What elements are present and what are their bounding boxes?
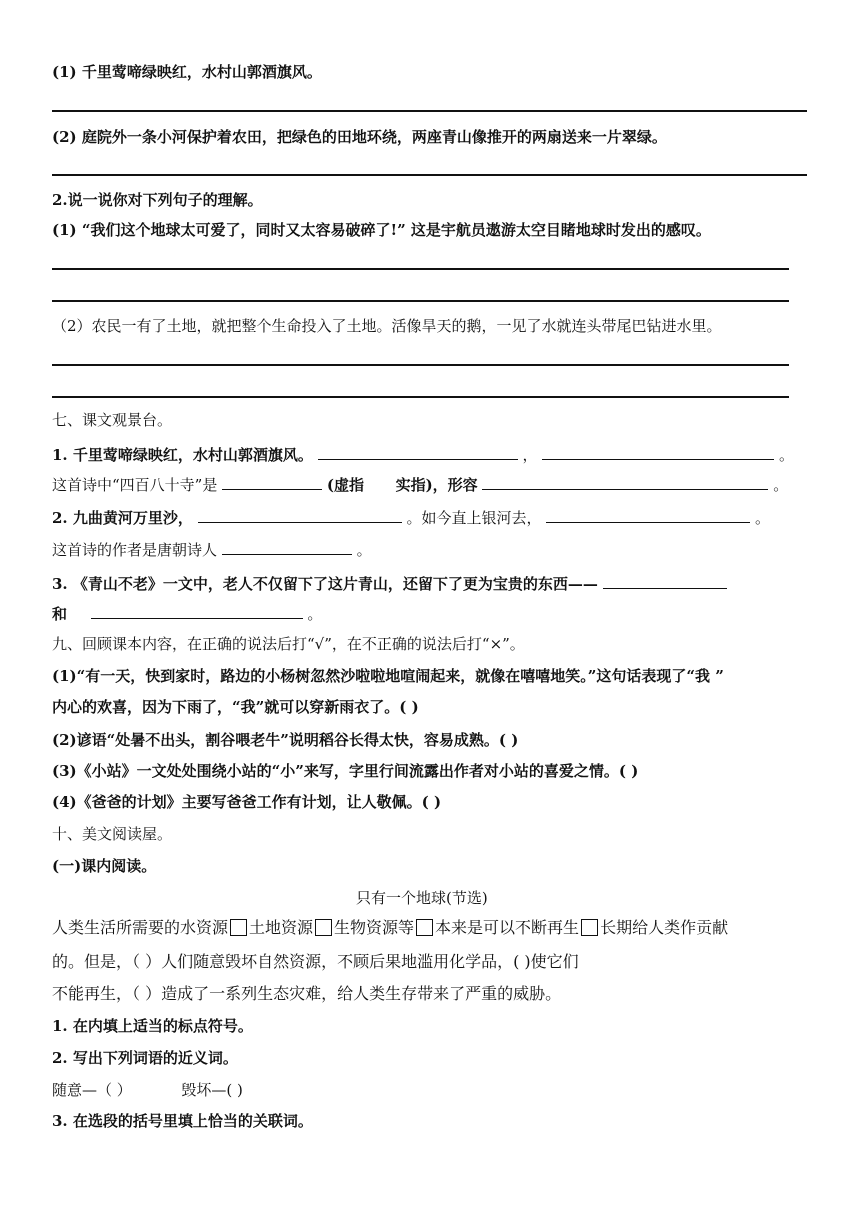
- sec7-q2-line2: [52, 540, 372, 560]
- period: 。: [356, 541, 372, 559]
- answer-line: [52, 396, 789, 398]
- answer-line: [52, 300, 789, 302]
- sec9-item-3: (3)《小站》一文处处围绕小站的“小”来写，字里行间流露出作者对小站的喜爱之情。( ): [52, 762, 639, 780]
- period: 。: [773, 476, 789, 494]
- sec7-q2: [52, 508, 770, 528]
- passage-line-3: 不能再生，（ ）造成了一系列生态灾难，给人类生存带来了严重的威胁。: [52, 984, 562, 1003]
- punctuation-box[interactable]: [315, 919, 332, 936]
- punctuation-box[interactable]: [581, 919, 598, 936]
- q2-heading: 2.说一说你对下列句子的理解。: [52, 191, 263, 209]
- period: 。: [307, 605, 323, 623]
- q1-item-2: (2) 庭院外一条小河保护着农田，把绿色的田地环绕，两座青山像推开的两扇送来一片翠绿。: [52, 128, 667, 146]
- sec9-item-1b: 内心的欢喜，因为下雨了，“我”就可以穿新雨衣了。( ): [52, 698, 419, 716]
- q2-item-1: (1) “我们这个地球太可爱了，同时又太容易破碎了!” 这是宇航员遨游太空目睹地球时发出的感叹。: [52, 221, 711, 239]
- sec7-q1-line2-text: 这首诗中“四百八十寺”是: [52, 476, 218, 494]
- sec9-item-1a: (1)“有一天，快到家时，路边的小杨树忽然沙啦啦地喧闹起来，就像在嘻嘻地笑。”这句话表现了“我 ”: [52, 667, 724, 685]
- sec7-q2-text-b: 。如今直上银河去，: [406, 509, 542, 527]
- sec9-item-4: (4)《爸爸的计划》主要写爸爸工作有计划，让人敬佩。( ): [52, 793, 442, 811]
- option-text: (虚指: [326, 476, 365, 494]
- sec10-subtitle: (一)课内阅读。: [52, 857, 157, 875]
- fill-blank[interactable]: [542, 445, 774, 460]
- period: 。: [755, 509, 771, 527]
- section-9-title: 九、回顾课本内容，在正确的说法后打“√”，在不正确的说法后打“×”。: [52, 635, 525, 653]
- answer-line: [52, 110, 807, 112]
- punctuation-box[interactable]: [230, 919, 247, 936]
- fill-blank[interactable]: [603, 574, 727, 589]
- passage-text: 长期给人类作贡献: [600, 918, 729, 937]
- fill-blank[interactable]: [482, 475, 768, 490]
- sec7-q3-line2: [52, 604, 322, 624]
- synonym-line: [52, 1080, 243, 1100]
- passage-text: 人类生活所需要的水资源: [52, 918, 229, 937]
- q2-item-2: （2）农民一有了土地，就把整个生命投入了土地。活像旱天的鹅，一见了水就连头带尾巴钻进水里。: [52, 317, 722, 335]
- synonym-item: 毁坏—( ): [181, 1081, 243, 1099]
- option-text: 实指)，形容: [395, 476, 478, 494]
- sec7-q2-line2-text: 这首诗的作者是唐朝诗人: [52, 541, 218, 559]
- comma: ，: [522, 446, 538, 464]
- fill-blank[interactable]: [91, 604, 303, 619]
- period: 。: [779, 446, 795, 464]
- sec7-q2-text-a: 2. 九曲黄河万里沙，: [52, 509, 193, 527]
- sec10-q3: 3. 在选段的括号里填上恰当的关联词。: [52, 1112, 313, 1130]
- passage-line-2: 的。但是，（ ）人们随意毁坏自然资源，不顾后果地滥用化学品，( )使它们: [52, 952, 579, 971]
- sec7-q3: [52, 574, 727, 594]
- passage-text: 生物资源等: [334, 918, 415, 937]
- fill-blank[interactable]: [222, 475, 322, 490]
- sec10-q2: 2. 写出下列词语的近义词。: [52, 1049, 238, 1067]
- fill-blank[interactable]: [198, 508, 402, 523]
- q1-item-1: (1) 千里莺啼绿映红，水村山郭酒旗风。: [52, 63, 322, 81]
- sec7-q1: [52, 445, 794, 465]
- fill-blank[interactable]: [546, 508, 750, 523]
- fill-blank[interactable]: [222, 540, 352, 555]
- and-text: 和: [52, 605, 68, 623]
- fill-blank[interactable]: [318, 445, 518, 460]
- punctuation-box[interactable]: [416, 919, 433, 936]
- answer-line: [52, 268, 789, 270]
- section-7-title: 七、课文观景台。: [52, 411, 173, 429]
- passage-text: 本来是可以不断再生: [435, 918, 580, 937]
- section-10-title: 十、美文阅读屋。: [52, 825, 173, 843]
- passage-title: 只有一个地球(节选): [356, 889, 488, 907]
- answer-line: [52, 174, 807, 176]
- synonym-item: 随意—（ ）: [52, 1081, 132, 1099]
- sec7-q1-text: 1. 千里莺啼绿映红，水村山郭酒旗风。: [52, 446, 313, 464]
- passage-line-1: [52, 918, 728, 938]
- sec7-q1-line2: [52, 475, 788, 495]
- sec7-q3-text: 3. 《青山不老》一文中，老人不仅留下了这片青山，还留下了更为宝贵的东西——: [52, 575, 598, 593]
- answer-line: [52, 364, 789, 366]
- sec10-q1: 1. 在内填上适当的标点符号。: [52, 1017, 253, 1035]
- sec9-item-2: (2)谚语“处暑不出头，割谷喂老牛”说明稻谷长得太快，容易成熟。( ): [52, 731, 519, 749]
- passage-text: 土地资源: [249, 918, 314, 937]
